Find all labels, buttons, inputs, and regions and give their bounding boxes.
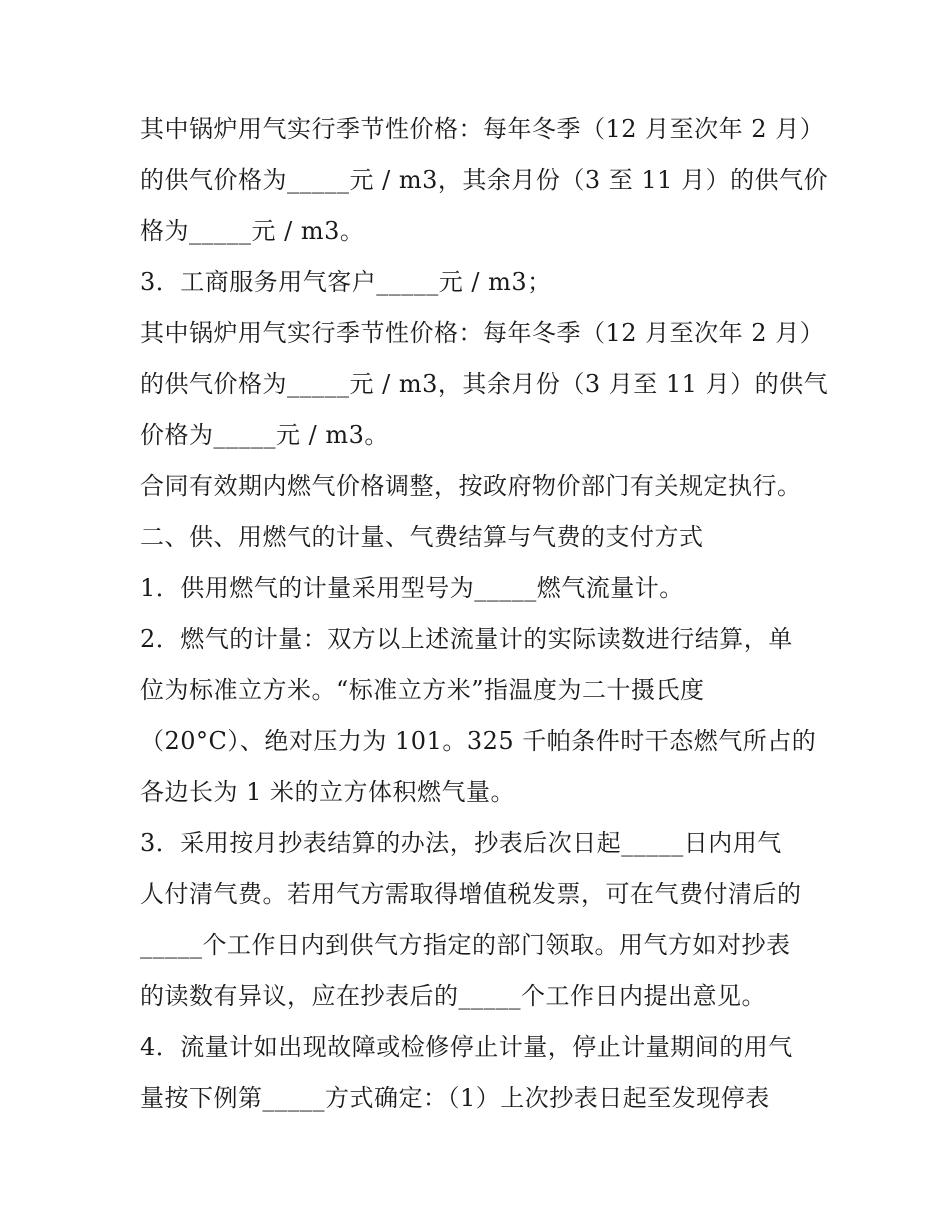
text-line-18: 的读数有异议，应在抄表后的_____个工作日内提出意见。 [140, 982, 766, 1010]
text-line-11: 2．燃气的计量：双方以上述流量计的实际读数进行结算，单 [140, 625, 793, 653]
text-line-12: 位为标准立方米。“标准立方米”指温度为二十摄氏度 [140, 676, 705, 704]
text-line-13: （20°C）、绝对压力为 101。325 千帕条件时干态燃气所占的 [140, 727, 817, 755]
text-line-15: 3．采用按月抄表结算的办法，抄表后次日起_____日内用气 [140, 829, 782, 857]
text-line-3: 格为_____元 / m3。 [140, 217, 365, 245]
text-line-1: 其中锅炉用气实行季节性价格：每年冬季（12 月至次年 2 月） [140, 115, 825, 143]
text-line-17: _____个工作日内到供气方指定的部门领取。用气方如对抄表 [140, 931, 791, 959]
text-line-8: 合同有效期内燃气价格调整，按政府物价部门有关规定执行。 [140, 472, 802, 500]
text-line-5: 其中锅炉用气实行季节性价格：每年冬季（12 月至次年 2 月） [140, 319, 825, 347]
text-line-20: 量按下例第_____方式确定：（1）上次抄表日起至发现停表 [140, 1084, 770, 1112]
text-line-6: 的供气价格为_____元 / m3，其余月份（3 月至 11 月）的供气 [140, 370, 829, 398]
text-line-10: 1．供用燃气的计量采用型号为_____燃气流量计。 [140, 574, 684, 602]
text-line-7: 价格为_____元 / m3。 [140, 421, 389, 449]
text-line-14: 各边长为 1 米的立方体积燃气量。 [140, 778, 516, 806]
text-line-4: 3．工商服务用气客户_____元 / m3； [140, 268, 552, 296]
text-line-19: 4．流量计如出现故障或检修停止计量，停止计量期间的用气 [140, 1033, 793, 1061]
text-line-2: 的供气价格为_____元 / m3，其余月份（3 至 11 月）的供气价 [140, 166, 829, 194]
section-heading: 二、供、用燃气的计量、气费结算与气费的支付方式 [140, 523, 704, 551]
text-line-16: 人付清气费。若用气方需取得增值税发票，可在气费付清后的 [140, 880, 802, 908]
